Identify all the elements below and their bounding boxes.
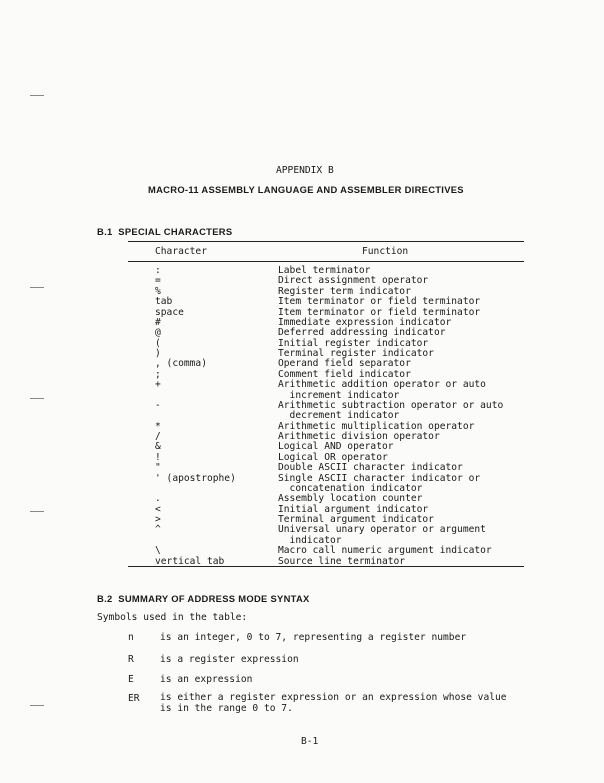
function-cell: Arithmetic division operator (278, 431, 440, 442)
symbol-r-key: R (128, 654, 134, 665)
margin-mark (30, 287, 44, 288)
symbol-er-desc: is either a register expression or an expression whose value is in the range 0 to 7. (160, 692, 507, 714)
character-cell: % (155, 285, 161, 297)
function-cell: Direct assignment operator (278, 275, 429, 287)
character-cell: ^ (155, 524, 161, 536)
function-cell: Arithmetic addition operator or auto (278, 379, 486, 391)
function-cell: Macro call numeric argument indicator (278, 545, 492, 557)
character-cell: \ (155, 545, 161, 557)
section2-heading: B.2 SUMMARY OF ADDRESS MODE SYNTAX (97, 593, 310, 604)
symbol-er-key: ER (128, 693, 140, 704)
character-cell: ( (155, 337, 161, 349)
character-cell (155, 536, 278, 546)
function-cell: Source line terminator (278, 555, 406, 567)
function-cell: increment indicator (278, 389, 400, 401)
function-cell: Logical OR operator (278, 451, 388, 463)
symbol-n-key: n (128, 632, 134, 643)
character-cell (155, 411, 278, 421)
function-cell: Comment field indicator (278, 368, 411, 380)
character-cell: & (155, 441, 161, 453)
character-cell (155, 484, 278, 494)
function-cell: Register term indicator (278, 285, 411, 297)
function-cell: Label terminator (278, 265, 371, 276)
character-cell: < (155, 503, 161, 515)
function-cell: Initial register indicator (278, 337, 429, 349)
function-cell: Operand field separator (278, 358, 411, 370)
character-cell: + (155, 379, 161, 391)
function-cell: Logical AND operator (278, 441, 394, 453)
character-cell: # (155, 316, 161, 328)
function-cell: Immediate expression indicator (278, 316, 452, 328)
symbol-e-desc: is an expression (160, 674, 253, 685)
column-header-function: Function (362, 246, 409, 257)
function-cell: Initial argument indicator (278, 503, 429, 515)
page-number: B-1 (301, 736, 319, 747)
table-row (155, 546, 528, 556)
character-cell: " (155, 462, 161, 474)
function-cell: indicator (278, 534, 342, 546)
function-cell: Arithmetic multiplication operator (278, 420, 475, 432)
function-cell: Assembly location counter (278, 493, 423, 505)
character-cell: , (comma) (155, 358, 207, 370)
character-cell: : (155, 265, 161, 276)
table-bottom-rule (128, 566, 524, 567)
character-cell: . (155, 493, 161, 505)
function-cell: Universal unary operator or argument (278, 524, 486, 536)
symbol-r-desc: is a register expression (160, 654, 299, 665)
character-cell: ' (apostrophe) (155, 472, 236, 484)
column-header-character: Character (155, 246, 207, 257)
function-cell: Double ASCII character indicator (278, 462, 463, 474)
section1-heading: B.1 SPECIAL CHARACTERS (97, 226, 233, 237)
symbol-e-key: E (128, 674, 134, 685)
appendix-title: MACRO-11 ASSEMBLY LANGUAGE AND ASSEMBLER DIRECTIVES (148, 184, 464, 195)
character-cell: vertical tab (155, 555, 225, 567)
table-header-rule (128, 261, 524, 262)
character-cell: ! (155, 451, 161, 463)
function-cell: Item terminator or field terminator (278, 296, 481, 308)
symbols-intro: Symbols used in the table: (97, 612, 248, 623)
character-cell: ) (155, 348, 161, 359)
table-top-rule (128, 241, 524, 242)
table-row (155, 380, 528, 390)
function-cell: Terminal register indicator (278, 348, 434, 359)
function-cell: Deferred addressing indicator (278, 327, 446, 339)
character-cell: * (155, 420, 161, 432)
function-cell: Single ASCII character indicator or (278, 472, 481, 484)
character-cell: > (155, 514, 161, 525)
character-cell: tab (155, 296, 173, 308)
appendix-label: APPENDIX B (276, 165, 334, 176)
function-cell: concatenation indicator (278, 482, 423, 494)
margin-mark (30, 95, 44, 96)
character-cell: @ (155, 327, 161, 339)
character-cell: ; (155, 368, 161, 380)
table-row (155, 297, 528, 307)
character-cell: - (155, 399, 161, 411)
character-cell: = (155, 275, 161, 287)
function-cell: decrement indicator (278, 410, 400, 422)
character-cell (155, 391, 278, 401)
function-cell: Arithmetic subtraction operator or auto (278, 399, 504, 411)
table-row (155, 463, 528, 473)
character-cell: space (155, 306, 184, 318)
symbol-n-desc: is an integer, 0 to 7, representing a register number (160, 632, 467, 643)
margin-mark (30, 705, 44, 706)
function-cell: Item terminator or field terminator (278, 306, 481, 318)
special-characters-table (155, 266, 528, 567)
character-cell: / (155, 431, 161, 442)
margin-mark (30, 398, 44, 399)
margin-mark (30, 511, 44, 512)
function-cell: Terminal argument indicator (278, 514, 434, 525)
